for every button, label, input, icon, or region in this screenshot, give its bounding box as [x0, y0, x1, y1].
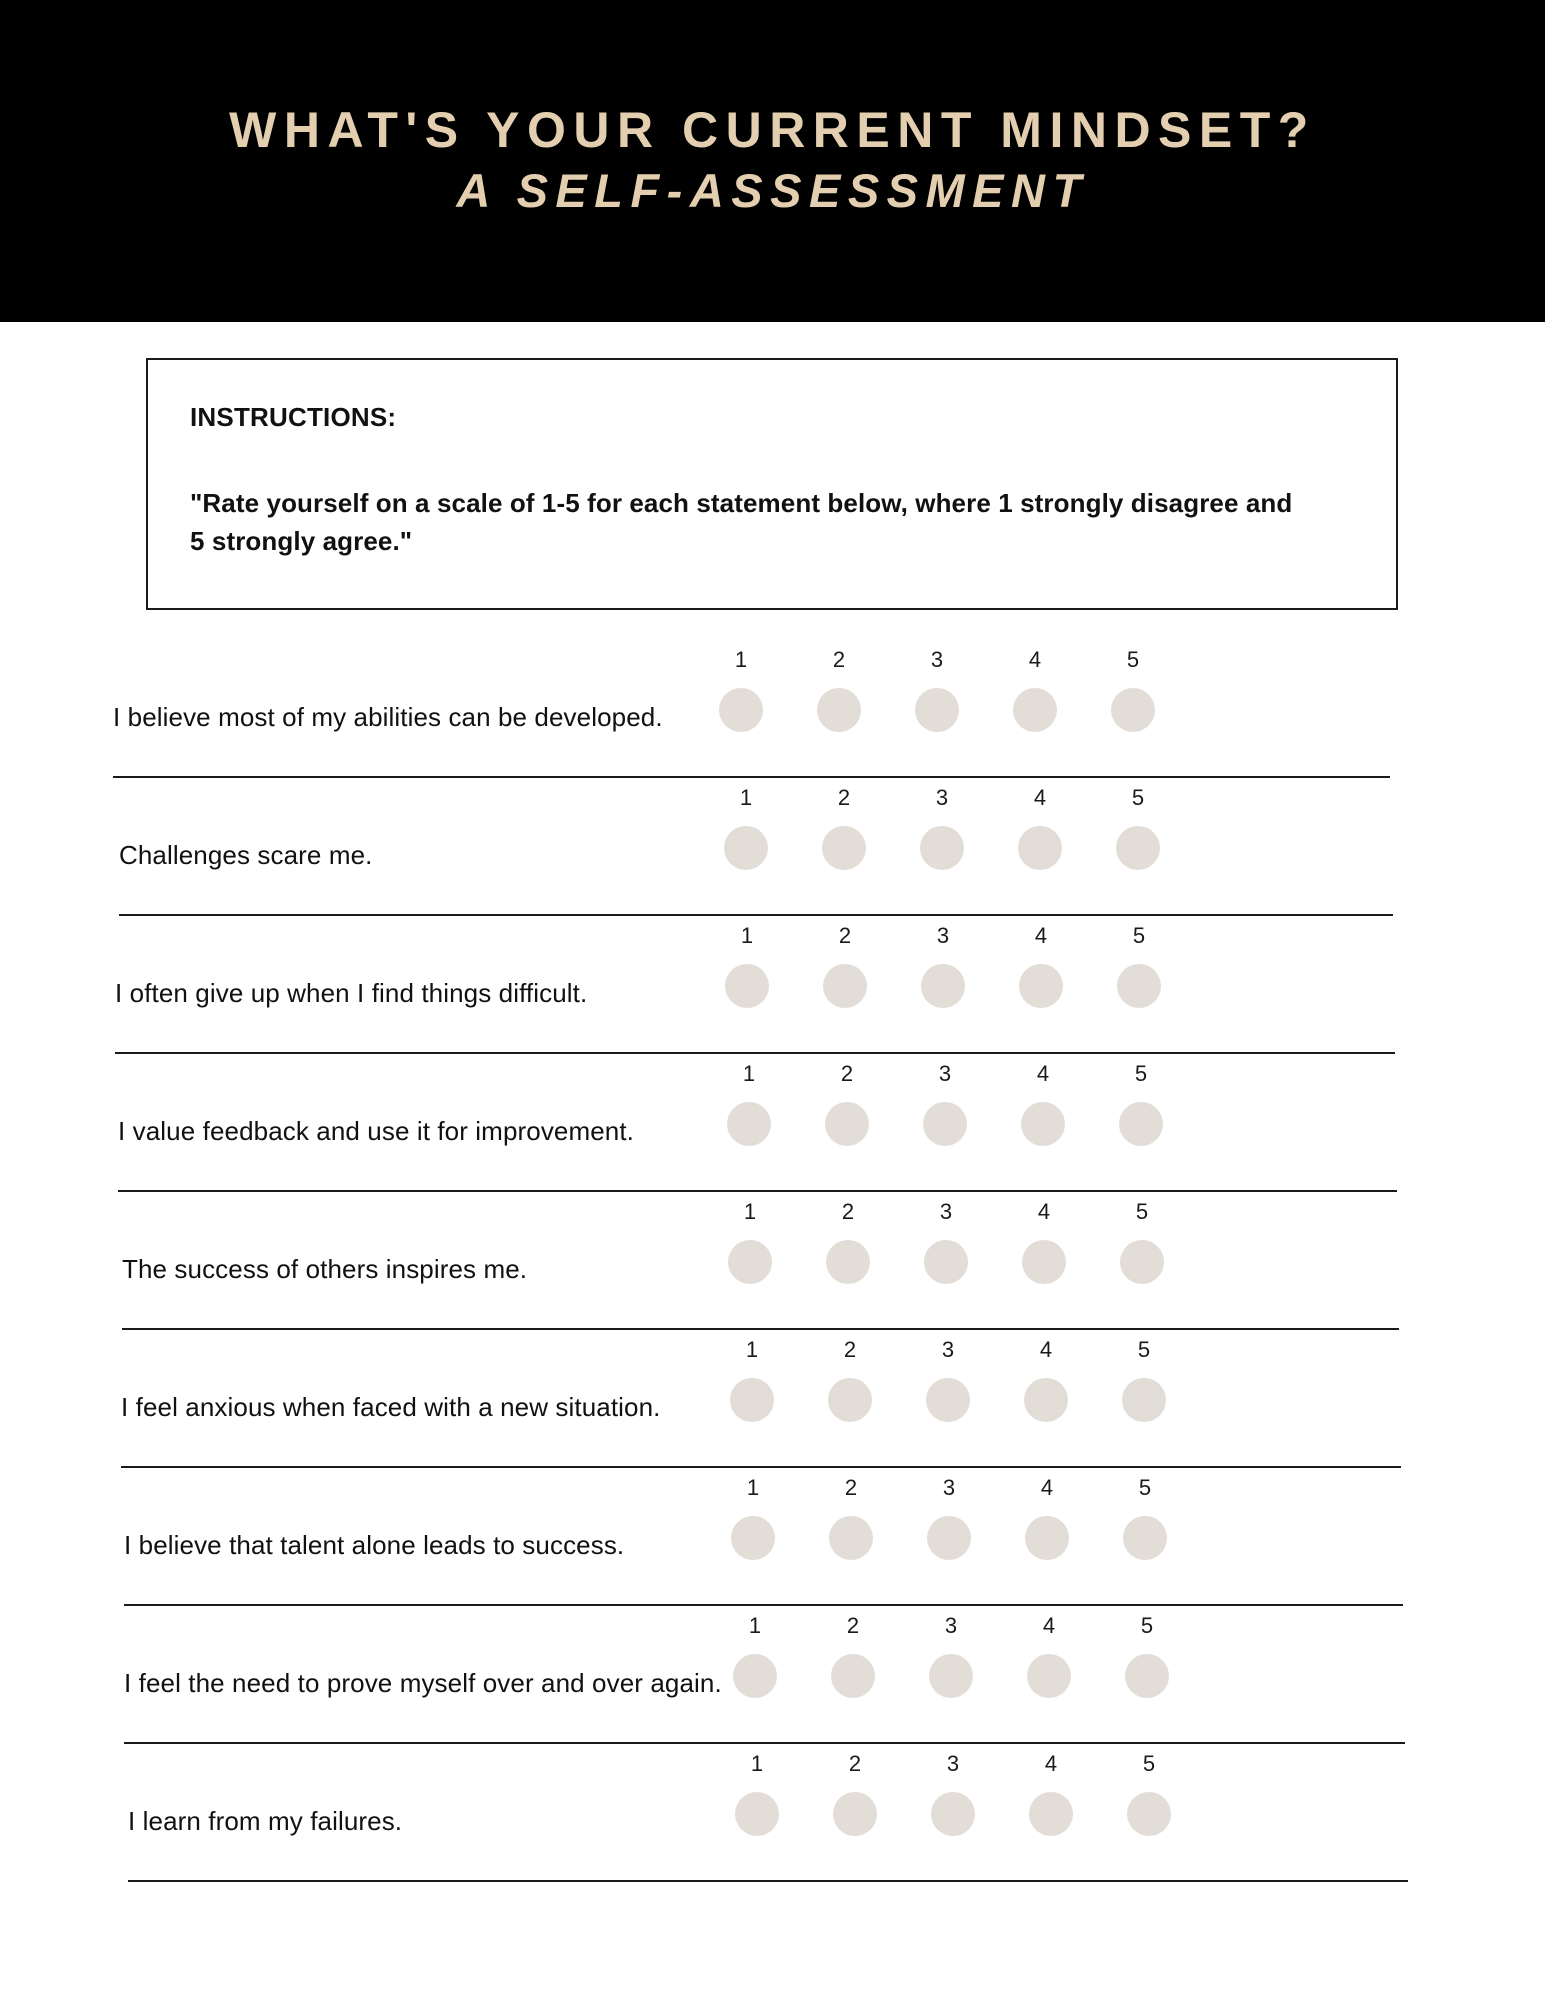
rating-option-cell[interactable] [894, 964, 992, 1008]
statement-container [122, 1234, 527, 1304]
scale-label-1: 1 [742, 1061, 756, 1086]
rating-bubble-1[interactable] [727, 1102, 771, 1146]
scale-label-5: 5 [1137, 1337, 1151, 1362]
instructions-body: "Rate yourself on a scale of 1-5 for each statement below, where 1 strongly disagree and 5 strongly agree." [190, 488, 1293, 556]
rating-bubble-4[interactable] [1019, 964, 1063, 1008]
rating-bubble-1[interactable] [730, 1378, 774, 1422]
scale-label-2: 2 [832, 647, 846, 672]
statement-text: I believe most of my abilities can be developed. [113, 701, 663, 732]
rating-option-cell[interactable] [1093, 1240, 1191, 1284]
statement-text: I learn from my failures. [128, 1805, 403, 1836]
scale-label-3: 3 [935, 785, 949, 810]
scale-label-2: 2 [840, 1061, 854, 1086]
scale-header [700, 1054, 1190, 1094]
rating-bubble-3[interactable] [926, 1378, 970, 1422]
rating-bubble-1[interactable] [735, 1792, 779, 1836]
rating-option-cell[interactable] [1100, 1792, 1198, 1836]
rating-option-cell[interactable] [703, 1378, 801, 1422]
rating-bubble-3[interactable] [927, 1516, 971, 1560]
statement-container [121, 1372, 660, 1442]
statement-text: Challenges scare me. [119, 839, 373, 870]
scale-label-2: 2 [848, 1751, 862, 1776]
rating-option-cell[interactable] [795, 826, 893, 870]
scale-label-2: 2 [846, 1613, 860, 1638]
rating-option-cell[interactable] [992, 964, 1090, 1008]
rating-bubble-2[interactable] [822, 826, 866, 870]
scale-header [692, 640, 1182, 680]
rating-option-cell[interactable] [799, 1240, 897, 1284]
scale-header [698, 916, 1188, 956]
scale-label-1: 1 [748, 1613, 762, 1638]
rating-option-cell[interactable] [1096, 1516, 1194, 1560]
question-row [0, 1192, 1545, 1330]
rating-bubble-5[interactable] [1120, 1240, 1164, 1284]
statement-text: I feel the need to prove myself over and over again. [124, 1667, 722, 1698]
rating-bubble-group [698, 964, 1188, 1008]
scale-header [704, 1468, 1194, 1508]
rating-option-cell[interactable] [1098, 1654, 1196, 1698]
rating-option-cell[interactable] [704, 1516, 802, 1560]
rating-bubble-4[interactable] [1029, 1792, 1073, 1836]
scale-label-1: 1 [750, 1751, 764, 1776]
rating-option-cell[interactable] [701, 1240, 799, 1284]
scale-label-5: 5 [1134, 1061, 1148, 1086]
scale-label-1: 1 [740, 923, 754, 948]
rating-bubble-1[interactable] [725, 964, 769, 1008]
scale-label-5: 5 [1140, 1613, 1154, 1638]
question-list [0, 640, 1545, 1882]
rating-bubble-5[interactable] [1111, 688, 1155, 732]
scale-label-3: 3 [941, 1337, 955, 1362]
scale-header [701, 1192, 1191, 1232]
scale-label-4: 4 [1028, 647, 1042, 672]
row-divider [128, 1880, 1408, 1882]
scale-label-3: 3 [944, 1613, 958, 1638]
rating-bubble-2[interactable] [828, 1378, 872, 1422]
scale-label-1: 1 [746, 1475, 760, 1500]
rating-bubble-1[interactable] [724, 826, 768, 870]
rating-bubble-5[interactable] [1127, 1792, 1171, 1836]
rating-option-cell[interactable] [997, 1378, 1095, 1422]
rating-option-cell[interactable] [804, 1654, 902, 1698]
statement-text: I feel anxious when faced with a new situation. [121, 1391, 661, 1422]
rating-bubble-2[interactable] [823, 964, 867, 1008]
rating-bubble-5[interactable] [1123, 1516, 1167, 1560]
rating-bubble-group [700, 1102, 1190, 1146]
scale-header [706, 1606, 1196, 1646]
rating-option-cell[interactable] [1095, 1378, 1193, 1422]
scale-label-5: 5 [1126, 647, 1140, 672]
rating-bubble-3[interactable] [915, 688, 959, 732]
rating-bubble-group [706, 1654, 1196, 1698]
scale-label-3: 3 [939, 1199, 953, 1224]
scale-label-1: 1 [745, 1337, 759, 1362]
question-row [0, 1054, 1545, 1192]
question-row [0, 1606, 1545, 1744]
scale-header [703, 1330, 1193, 1370]
rating-option-cell[interactable] [1000, 1654, 1098, 1698]
statement-container [113, 682, 663, 752]
rating-option-cell[interactable] [998, 1516, 1096, 1560]
scale-label-4: 4 [1036, 1061, 1050, 1086]
rating-option-cell[interactable] [896, 1102, 994, 1146]
scale-label-1: 1 [743, 1199, 757, 1224]
scale-label-3: 3 [930, 647, 944, 672]
statement-container [118, 1096, 634, 1166]
rating-bubble-3[interactable] [931, 1792, 975, 1836]
rating-bubble-4[interactable] [1021, 1102, 1065, 1146]
rating-option-cell[interactable] [1089, 826, 1187, 870]
rating-bubble-group [692, 688, 1182, 732]
scale-label-2: 2 [844, 1475, 858, 1500]
scale-label-3: 3 [936, 923, 950, 948]
rating-bubble-3[interactable] [921, 964, 965, 1008]
scale-label-3: 3 [946, 1751, 960, 1776]
scale-label-4: 4 [1039, 1337, 1053, 1362]
statement-container [119, 820, 372, 890]
scale-label-5: 5 [1142, 1751, 1156, 1776]
rating-option-cell[interactable] [904, 1792, 1002, 1836]
page-title-primary: WHAT'S YOUR CURRENT MINDSET? [229, 102, 1316, 159]
rating-option-cell[interactable] [708, 1792, 806, 1836]
rating-bubble-4[interactable] [1024, 1378, 1068, 1422]
scale-label-4: 4 [1042, 1613, 1056, 1638]
rating-option-cell[interactable] [1084, 688, 1182, 732]
rating-bubble-2[interactable] [825, 1102, 869, 1146]
statement-text: The success of others inspires me. [122, 1253, 528, 1284]
scale-label-4: 4 [1037, 1199, 1051, 1224]
scale-label-4: 4 [1033, 785, 1047, 810]
header-banner [0, 0, 1545, 322]
rating-bubble-4[interactable] [1025, 1516, 1069, 1560]
scale-header [708, 1744, 1198, 1784]
question-row [0, 1330, 1545, 1468]
scale-label-3: 3 [942, 1475, 956, 1500]
scale-label-4: 4 [1044, 1751, 1058, 1776]
scale-label-2: 2 [841, 1199, 855, 1224]
rating-option-cell[interactable] [692, 688, 790, 732]
rating-option-cell[interactable] [900, 1516, 998, 1560]
statement-container [124, 1648, 722, 1718]
question-row [0, 778, 1545, 916]
rating-option-cell[interactable] [994, 1102, 1092, 1146]
rating-bubble-4[interactable] [1022, 1240, 1066, 1284]
rating-option-cell[interactable] [697, 826, 795, 870]
rating-option-cell[interactable] [1090, 964, 1188, 1008]
statement-text: I value feedback and use it for improvement. [118, 1115, 635, 1146]
rating-option-cell[interactable] [986, 688, 1084, 732]
scale-label-5: 5 [1135, 1199, 1149, 1224]
rating-bubble-2[interactable] [826, 1240, 870, 1284]
scale-label-1: 1 [739, 785, 753, 810]
rating-bubble-group [708, 1792, 1198, 1836]
rating-bubble-2[interactable] [831, 1654, 875, 1698]
rating-bubble-5[interactable] [1125, 1654, 1169, 1698]
rating-bubble-2[interactable] [817, 688, 861, 732]
rating-option-cell[interactable] [802, 1516, 900, 1560]
rating-bubble-3[interactable] [920, 826, 964, 870]
rating-bubble-4[interactable] [1018, 826, 1062, 870]
instructions-panel [146, 358, 1398, 610]
rating-bubble-5[interactable] [1117, 964, 1161, 1008]
rating-option-cell[interactable] [893, 826, 991, 870]
rating-bubble-1[interactable] [728, 1240, 772, 1284]
scale-header [697, 778, 1187, 818]
statement-container [128, 1786, 402, 1856]
scale-label-2: 2 [838, 923, 852, 948]
instructions-heading: INSTRUCTIONS: [190, 402, 397, 432]
rating-option-cell[interactable] [796, 964, 894, 1008]
question-row [0, 640, 1545, 778]
rating-option-cell[interactable] [700, 1102, 798, 1146]
rating-bubble-3[interactable] [929, 1654, 973, 1698]
rating-option-cell[interactable] [1092, 1102, 1190, 1146]
scale-label-5: 5 [1132, 923, 1146, 948]
rating-option-cell[interactable] [888, 688, 986, 732]
rating-option-cell[interactable] [902, 1654, 1000, 1698]
rating-bubble-3[interactable] [924, 1240, 968, 1284]
rating-option-cell[interactable] [991, 826, 1089, 870]
rating-option-cell[interactable] [706, 1654, 804, 1698]
scale-label-5: 5 [1131, 785, 1145, 810]
rating-option-cell[interactable] [995, 1240, 1093, 1284]
statement-container [115, 958, 587, 1028]
rating-bubble-5[interactable] [1116, 826, 1160, 870]
rating-bubble-4[interactable] [1013, 688, 1057, 732]
rating-bubble-5[interactable] [1122, 1378, 1166, 1422]
page-title-subtitle: A SELF-ASSESSMENT [456, 164, 1089, 218]
rating-bubble-3[interactable] [923, 1102, 967, 1146]
rating-option-cell[interactable] [897, 1240, 995, 1284]
question-row [0, 1744, 1545, 1882]
statement-text: I believe that talent alone leads to success. [124, 1529, 625, 1560]
scale-label-4: 4 [1034, 923, 1048, 948]
rating-option-cell[interactable] [790, 688, 888, 732]
scale-label-3: 3 [938, 1061, 952, 1086]
rating-bubble-2[interactable] [833, 1792, 877, 1836]
question-row [0, 1468, 1545, 1606]
rating-option-cell[interactable] [698, 964, 796, 1008]
rating-option-cell[interactable] [798, 1102, 896, 1146]
rating-bubble-2[interactable] [829, 1516, 873, 1560]
rating-bubble-1[interactable] [719, 688, 763, 732]
scale-label-5: 5 [1138, 1475, 1152, 1500]
statement-text: I often give up when I find things difficult. [115, 977, 588, 1008]
statement-container [124, 1510, 624, 1580]
scale-label-2: 2 [843, 1337, 857, 1362]
rating-option-cell[interactable] [801, 1378, 899, 1422]
rating-option-cell[interactable] [899, 1378, 997, 1422]
scale-label-4: 4 [1040, 1475, 1054, 1500]
rating-bubble-group [704, 1516, 1194, 1560]
scale-label-2: 2 [837, 785, 851, 810]
rating-bubble-group [701, 1240, 1191, 1284]
rating-bubble-1[interactable] [733, 1654, 777, 1698]
rating-option-cell[interactable] [1002, 1792, 1100, 1836]
scale-label-1: 1 [734, 647, 748, 672]
rating-option-cell[interactable] [806, 1792, 904, 1836]
rating-bubble-5[interactable] [1119, 1102, 1163, 1146]
rating-bubble-1[interactable] [731, 1516, 775, 1560]
question-row [0, 916, 1545, 1054]
rating-bubble-group [703, 1378, 1193, 1422]
rating-bubble-group [697, 826, 1187, 870]
rating-bubble-4[interactable] [1027, 1654, 1071, 1698]
